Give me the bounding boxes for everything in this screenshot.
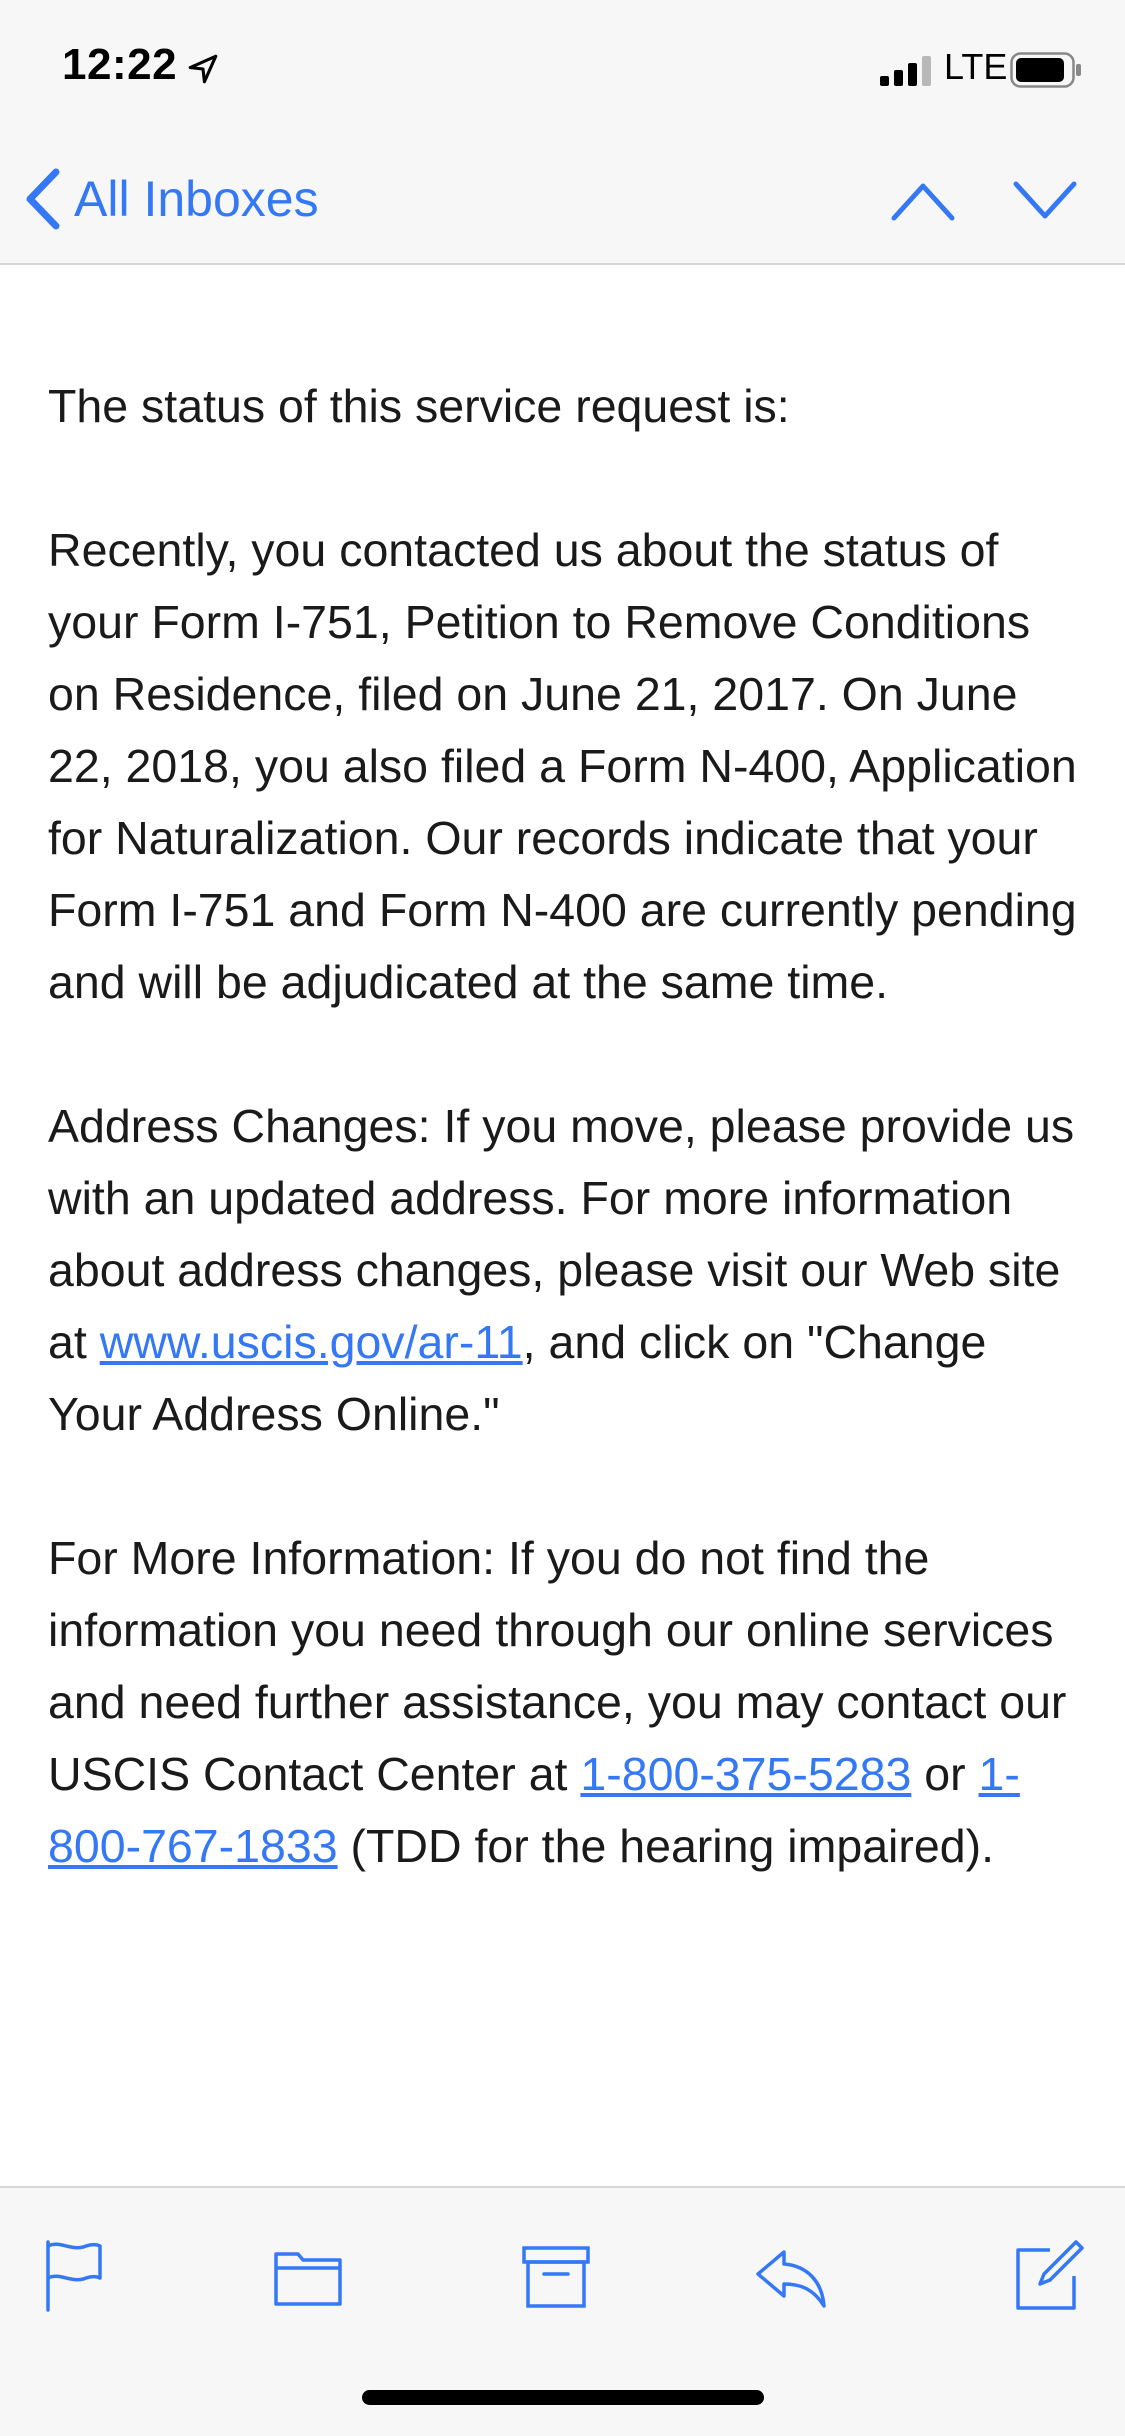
reply-icon[interactable] bbox=[752, 2238, 828, 2314]
status-details-paragraph: Recently, you contacted us about the status of your Form I-751, Petition to Remove Conditions on Residence, filed on June 21, 2017. On June 22, 2018, you also filed a Form N-400, Application for Naturalization. Our records indicate that your Form I-751 and Form N-400 are currently pending and will be adjudicated at the same time. bbox=[48, 524, 1077, 1008]
email-body bbox=[48, 370, 1088, 1954]
contact-center-phone-link[interactable]: 1-800-375-5283 bbox=[580, 1748, 912, 1800]
compose-icon[interactable] bbox=[1010, 2238, 1086, 2314]
back-button-label: All Inboxes bbox=[74, 171, 319, 227]
cellular-signal-icon bbox=[880, 56, 934, 86]
address-changes-paragraph bbox=[48, 1090, 1088, 1450]
more-information-paragraph bbox=[48, 1522, 1088, 1882]
status-time: 12:22 bbox=[62, 40, 178, 89]
chevron-down-icon[interactable] bbox=[1010, 172, 1080, 228]
chevron-left-icon bbox=[22, 166, 62, 232]
flag-icon[interactable] bbox=[36, 2238, 112, 2314]
more-information-text: For More Information: If you do not find the information you need through our online services and need further assistance, you may contact our USCIS Contact Center at bbox=[48, 1532, 1067, 1800]
location-arrow-icon bbox=[186, 52, 220, 86]
network-type: LTE bbox=[944, 46, 1008, 87]
back-to-all-inboxes-button[interactable] bbox=[22, 162, 319, 236]
navigation-bar bbox=[0, 132, 1125, 265]
address-changes-text-end: , and click on "Change Your Address Online." bbox=[48, 1316, 987, 1440]
home-indicator[interactable] bbox=[362, 2390, 764, 2405]
status-intro-paragraph: The status of this service request is: bbox=[48, 380, 790, 432]
archive-icon[interactable] bbox=[518, 2238, 594, 2314]
status-bar bbox=[0, 0, 1125, 132]
address-changes-text: Address Changes: If you move, please provide us with an updated address. For more information about address changes, please visit our Web site at bbox=[48, 1100, 1075, 1368]
folder-icon[interactable] bbox=[270, 2238, 346, 2314]
or-text: or bbox=[911, 1748, 979, 1800]
uscis-address-link[interactable]: www.uscis.gov/ar-11 bbox=[99, 1316, 523, 1368]
more-information-text-end: (TDD for the hearing impaired). bbox=[337, 1820, 994, 1872]
chevron-up-icon[interactable] bbox=[888, 172, 958, 228]
tdd-phone-link[interactable]: 1-800-767-1833 bbox=[48, 1748, 1020, 1872]
battery-icon bbox=[1010, 52, 1082, 88]
